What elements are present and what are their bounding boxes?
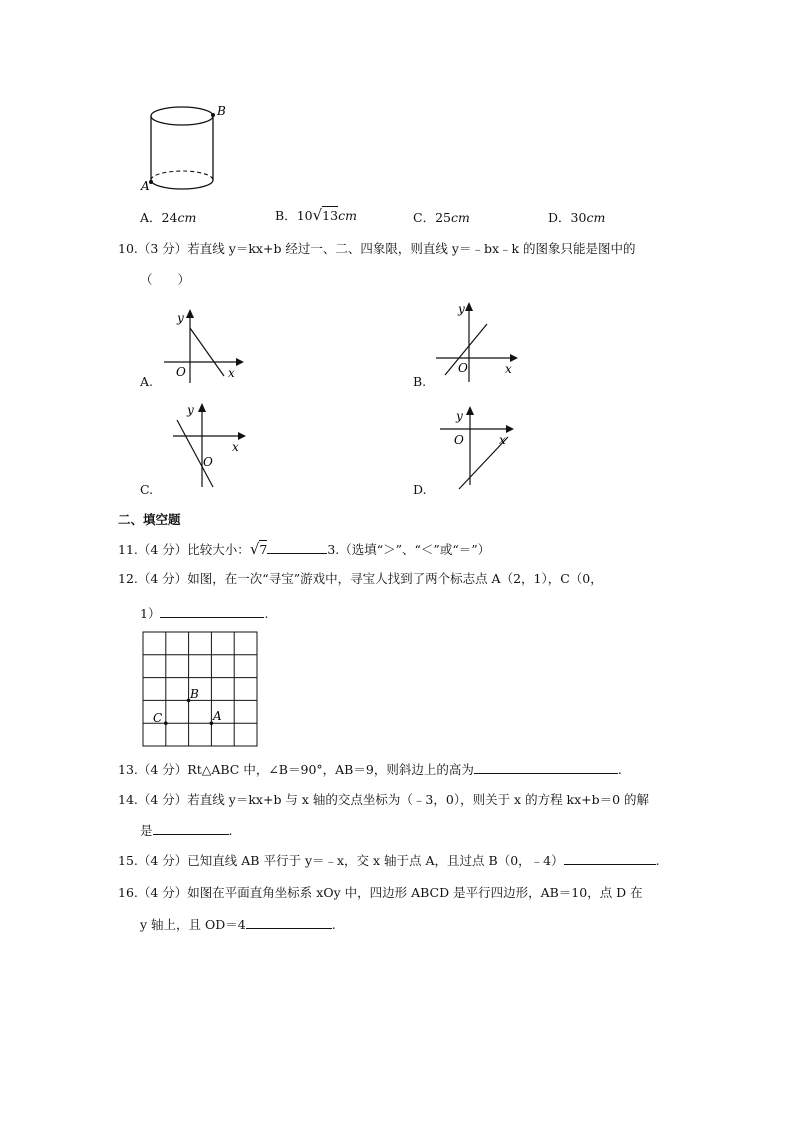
grid-lines	[143, 632, 257, 746]
x-axis-arrow	[506, 425, 514, 433]
label-b: B	[190, 687, 199, 701]
option-radicand: 13	[322, 208, 339, 223]
sqrt-sign: √	[312, 206, 323, 224]
q11	[118, 540, 490, 558]
cylinder-top-ellipse	[151, 107, 213, 125]
treasure-grid	[142, 631, 260, 749]
y-axis-arrow	[465, 302, 473, 311]
option-unit: cm	[177, 210, 197, 225]
sqrt-sign: √	[249, 540, 260, 558]
q11-radicand: 7	[259, 542, 268, 557]
q15-answer-blank[interactable]	[564, 851, 656, 865]
graph-d	[436, 403, 526, 495]
q16-answer-blank[interactable]	[246, 915, 332, 929]
q12-text-line1: 12.（4 分）如图，在一次“寻宝”游戏中，寻宝人找到了两个标志点 A（2，1），C（0，	[118, 571, 603, 586]
label-a: A	[213, 709, 222, 723]
q16-end: .	[331, 917, 336, 932]
q15-text: 15.（4 分）已知直线 AB 平行于 y＝﹣x，交 x 轴于点 A，且过点 B（0，﹣4）	[118, 853, 564, 868]
graph-line	[190, 328, 224, 376]
origin-label: O	[454, 433, 464, 447]
q12-period: .	[264, 606, 269, 621]
y-label: y	[187, 403, 194, 417]
x-axis-arrow	[510, 354, 518, 362]
q14-line2-text: 是	[140, 823, 153, 838]
q13	[118, 760, 622, 778]
q13-end: .	[617, 762, 622, 777]
x-axis-arrow	[236, 358, 244, 366]
cylinder-bottom-front-arc	[151, 180, 213, 189]
q12-line2-text: 1）	[140, 606, 161, 621]
option-letter: D．	[548, 210, 571, 225]
y-label: y	[177, 311, 184, 325]
q14-answer-blank[interactable]	[153, 821, 229, 835]
q11-prefix: 11.（4 分）比较大小：	[118, 542, 250, 557]
q13-text: 13.（4 分）Rt△ABC 中，∠B＝90°，AB＝9，则斜边上的高为	[118, 762, 474, 777]
q11-suffix: 3.（选填“＞”、“＜”或“＝”）	[327, 542, 491, 557]
option-value: 24	[161, 210, 178, 225]
y-axis-arrow	[466, 406, 474, 415]
q9-option-c	[413, 208, 470, 226]
graph-a	[160, 305, 250, 385]
q14-end: .	[228, 823, 233, 838]
graph-c	[168, 399, 253, 494]
label-c: C	[153, 711, 163, 725]
x-label: x	[505, 362, 512, 376]
origin-label: O	[458, 361, 468, 375]
option-value: 30	[570, 210, 587, 225]
x-axis-arrow	[238, 432, 246, 440]
x-label: x	[232, 440, 239, 454]
origin-label: O	[203, 455, 213, 469]
q14-line2	[140, 821, 233, 839]
y-label: y	[458, 302, 465, 316]
option-letter: B．	[275, 208, 297, 223]
q15-end: .	[655, 853, 660, 868]
q16-text-line1: 16.（4 分）如图在平面直角坐标系 xOy 中，四边形 ABCD 是平行四边形，AB＝10，点 D 在	[118, 885, 643, 900]
graph-line	[177, 420, 213, 487]
q9-option-a	[140, 208, 196, 226]
label-a: A	[141, 179, 150, 193]
graph-b	[432, 296, 527, 386]
q12-answer-blank[interactable]	[160, 604, 264, 618]
q12-text-line2	[140, 604, 268, 622]
option-value: 10	[296, 208, 313, 223]
label-b: B	[217, 104, 226, 118]
cylinder-figure	[136, 102, 246, 197]
q15	[118, 851, 660, 869]
graph-b-option: B.	[413, 374, 427, 389]
q10-text-line2: （ ）	[140, 272, 191, 287]
graph-d-option: D.	[413, 482, 427, 497]
point-b	[211, 113, 215, 117]
q13-answer-blank[interactable]	[474, 760, 618, 774]
cylinder-bottom-back-arc	[151, 171, 213, 180]
y-axis-arrow	[186, 309, 194, 318]
q9-option-b	[275, 206, 357, 224]
q11-answer-blank[interactable]	[267, 540, 327, 554]
q10-text-line1: 10.（3 分）若直线 y＝kx+b 经过一、二、四象限，则直线 y＝﹣bx﹣k 的图象只能是图中的	[118, 241, 636, 256]
y-axis-arrow	[198, 403, 206, 412]
q14-text-line1: 14.（4 分）若直线 y＝kx+b 与 x 轴的交点坐标为（﹣3，0），则关于 x 的方程 kx+b＝0 的解	[118, 792, 650, 807]
option-unit: cm	[586, 210, 606, 225]
option-letter: C．	[413, 210, 436, 225]
option-letter: A．	[140, 210, 162, 225]
q9-option-d	[548, 208, 605, 226]
q16-line2-text: y 轴上，且 OD＝4	[140, 917, 246, 932]
y-label: y	[456, 409, 463, 423]
option-unit: cm	[450, 210, 470, 225]
x-label: x	[499, 433, 506, 447]
option-unit: cm	[338, 208, 357, 223]
graph-c-option: C.	[140, 482, 154, 497]
graph-a-option: A.	[140, 374, 154, 389]
origin-label: O	[176, 365, 186, 379]
option-value: 25	[435, 210, 451, 225]
point-c	[164, 721, 168, 725]
x-label: x	[228, 366, 235, 380]
section-title: 二、填空题	[118, 512, 181, 527]
q16-line2	[140, 915, 336, 933]
